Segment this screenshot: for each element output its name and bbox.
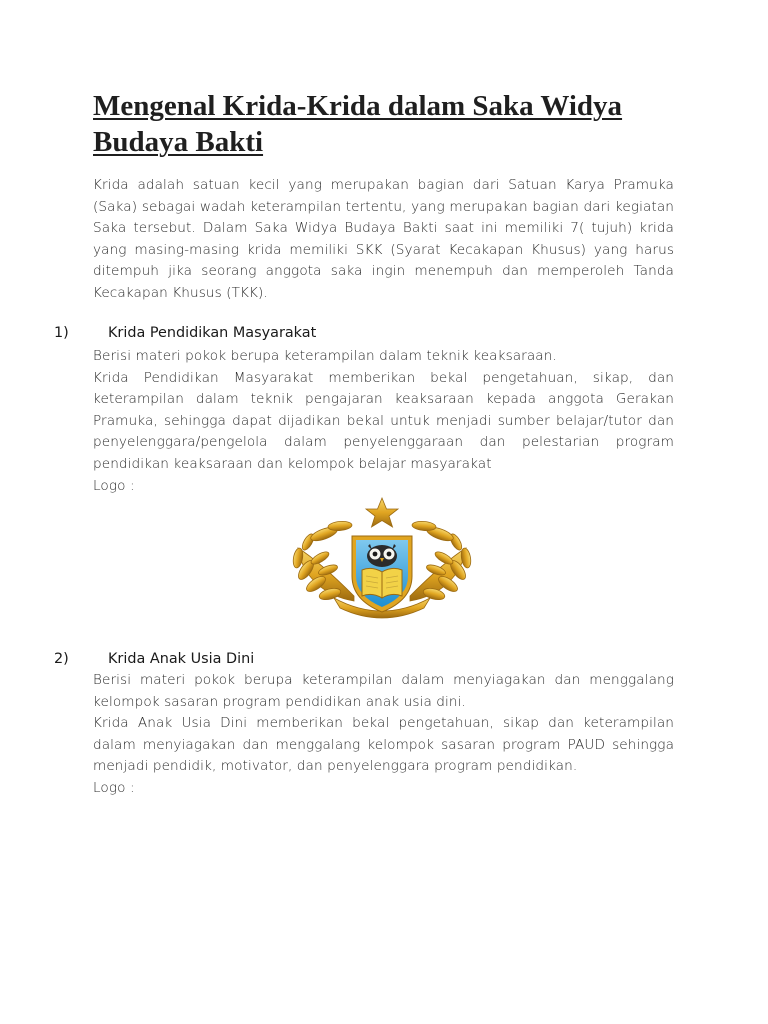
section-number: 2) (54, 651, 69, 667)
section-krida-pendidikan-masyarakat (54, 322, 674, 497)
emblem-owl-book-icon (284, 496, 480, 626)
section-body (93, 346, 674, 497)
section-heading (54, 648, 674, 670)
krida-emblem-logo (284, 496, 480, 626)
section-krida-anak-usia-dini (54, 648, 674, 800)
logo-label: Logo : (93, 779, 135, 796)
section-title: Krida Pendidikan Masyarakat (108, 325, 317, 341)
open-book (362, 568, 402, 598)
section-paragraph: Berisi materi pokok berupa keterampilan dalam menyiagakan dan menggalang kelompok sasaran program pendidikan anak usia dini. (93, 672, 674, 710)
page-title: Mengenal Krida-Krida dalam Saka Widya Budaya Bakti (93, 90, 623, 158)
intro-paragraph: Krida adalah satuan kecil yang merupakan bagian dari Satuan Karya Pramuka (Saka) sebagai wadah keterampilan tertentu, yang merupakan bagian dari kegiatan Saka tersebut. Dalam Saka Widya Budaya Bakti saat ini memiliki 7( tujuh) krida yang masing-masing krida memiliki SKK (Syarat Kecakapan Khusus) yang harus ditempuh jika seorang anggota saka ingin menempuh dan memperoleh Tanda Kecakapan Khusus (TKK). (93, 177, 674, 301)
section-paragraph: Krida Anak Usia Dini memberikan bekal pengetahuan, sikap dan keterampilan dalam menyiagakan dan menggalang kelompok sasaran program PAUD sehingga menjadi pendidik, motivator, dan penyelenggara program pendidikan. (93, 715, 674, 775)
section-body (93, 670, 674, 800)
left-laurel (292, 520, 354, 601)
star (366, 498, 398, 527)
right-laurel (410, 520, 472, 601)
section-paragraph: Berisi materi pokok berupa keterampilan dalam teknik keaksaraan. (93, 348, 557, 364)
logo-label: Logo : (93, 477, 135, 494)
section-paragraph: Krida Pendidikan Masyarakat memberikan bekal pengetahuan, sikap, dan keterampilan dalam teknik pengajaran keaksaraan kepada anggota Gerakan Pramuka, sehingga dapat dijadikan bekal untuk menjadi sumber belajar/tutor dan penyelenggara/pengelola dalam penyelenggaraan dan pelestarian program pendidikan keaksaraan dan kelompok belajar masyarakat (93, 369, 674, 472)
section-number: 1) (54, 325, 69, 341)
section-title: Krida Anak Usia Dini (108, 651, 255, 667)
section-heading (54, 322, 674, 344)
